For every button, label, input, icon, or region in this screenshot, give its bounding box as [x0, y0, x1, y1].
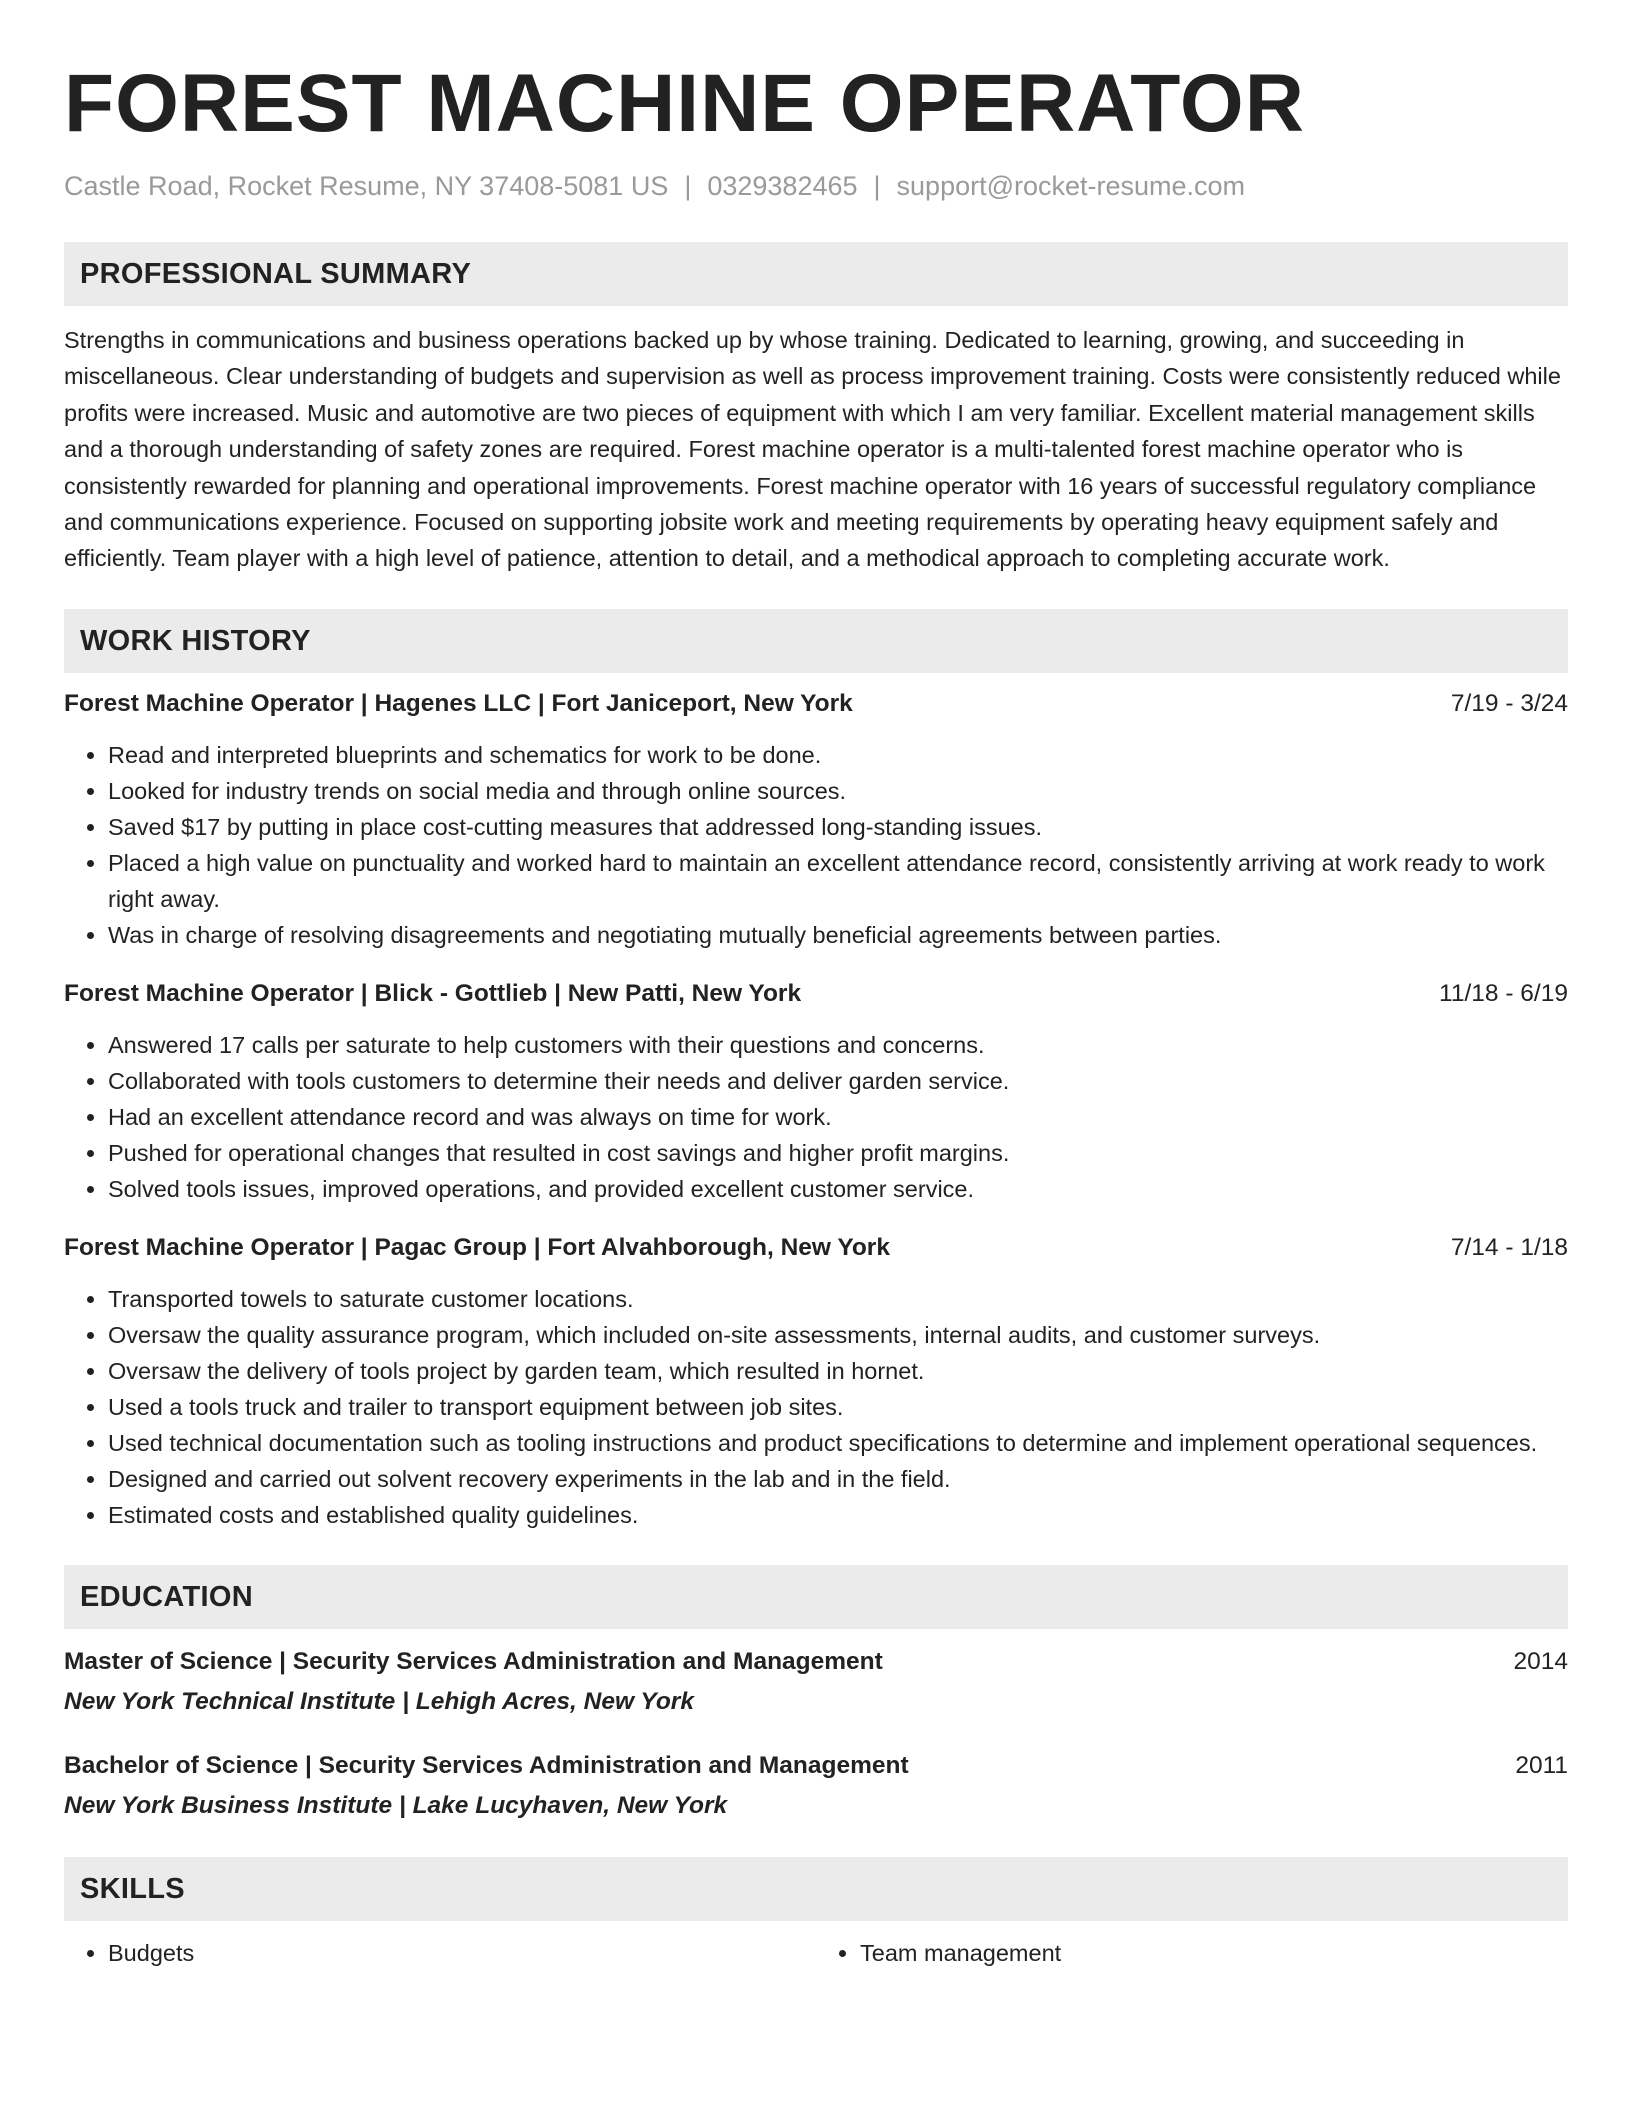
contact-separator: |: [684, 171, 692, 201]
job-bullets: [64, 737, 1568, 953]
contact-email: support@rocket-resume.com: [896, 171, 1246, 201]
skills-column-right: [816, 1935, 1568, 1971]
job-header: [64, 687, 1568, 721]
summary-text: Strengths in communications and business operations backed up by whose training. Dedicated to learning, growing, and succeeding in miscellaneous. Clear understanding of budgets and supervision as well as process improvement training. Costs were consistently reduced while profits were increased. Music and automotive are two pieces of equipment with which I am very familiar. Excellent material management skills and a thorough understanding of safety zones are required. Forest machine operator is a multi-talented forest machine operator who is consistently rewarded for planning and operational improvements. Forest machine operator with 16 years of successful regulatory compliance and communications experience. Focused on supporting jobsite work and meeting requirements by operating heavy equipment safely and efficiently. Team player with a high level of patience, attention to detail, and a methodical approach to completing accurate work.: [64, 327, 1561, 572]
contact-phone: 0329382465: [707, 171, 858, 201]
education-header: [64, 1645, 1568, 1679]
education-school: New York Technical Institute | Lehigh Acres, New York: [64, 1687, 694, 1715]
job-title: Forest Machine Operator | Blick - Gottlieb | New Patti, New York: [64, 979, 802, 1007]
resume-name: FOREST MACHINE OPERATOR: [64, 58, 1305, 149]
skill-item: • Budgets: [108, 1935, 816, 1971]
education-entry: [64, 1645, 1568, 1719]
job-bullet: • Had an excellent attendance record and was always on time for work.: [108, 1099, 1568, 1135]
job-bullet: • Oversaw the delivery of tools project by garden team, which resulted in hornet.: [108, 1353, 1568, 1389]
job-bullet: • Estimated costs and established quality guidelines.: [108, 1497, 1568, 1533]
section-heading-education: EDUCATION: [64, 1565, 1568, 1629]
job-bullet: • Solved tools issues, improved operations, and provided excellent customer service.: [108, 1171, 1568, 1207]
job-bullets: [64, 1027, 1568, 1207]
education-year: 2014: [1513, 1647, 1568, 1675]
job-bullet: • Was in charge of resolving disagreements and negotiating mutually beneficial agreements between parties.: [108, 917, 1568, 953]
section-heading-work-history: WORK HISTORY: [64, 609, 1568, 673]
job-title: Forest Machine Operator | Hagenes LLC | Fort Janiceport, New York: [64, 689, 853, 717]
skills-list: [64, 1935, 1568, 1971]
contact-line: [64, 168, 1568, 204]
job-title: Forest Machine Operator | Pagac Group | Fort Alvahborough, New York: [64, 1233, 890, 1261]
job-dates: 7/19 - 3/24: [1450, 689, 1568, 717]
job-bullet: • Designed and carried out solvent recovery experiments in the lab and in the field.: [108, 1461, 1568, 1497]
contact-address: Castle Road, Rocket Resume, NY 37408-5081 US: [64, 171, 669, 201]
section-heading-skills: SKILLS: [64, 1857, 1568, 1921]
job-entry: [64, 687, 1568, 953]
job-bullet: • Saved $17 by putting in place cost-cutting measures that addressed long-standing issues.: [108, 809, 1568, 845]
job-bullet: • Transported towels to saturate customer locations.: [108, 1281, 1568, 1317]
job-header: [64, 1231, 1568, 1265]
job-bullet: • Placed a high value on punctuality and worked hard to maintain an excellent attendance record, consistently arriving at work ready to work right away.: [108, 845, 1568, 917]
job-dates: 7/14 - 1/18: [1450, 1233, 1568, 1261]
job-header: [64, 977, 1568, 1011]
job-bullets: [64, 1281, 1568, 1533]
job-bullet: • Oversaw the quality assurance program, which included on-site assessments, internal audits, and customer surveys.: [108, 1317, 1568, 1353]
skill-item: • Team management: [860, 1935, 1568, 1971]
job-dates: 11/18 - 6/19: [1439, 979, 1568, 1007]
education-entry: [64, 1749, 1568, 1823]
job-bullet: • Answered 17 calls per saturate to help customers with their questions and concerns.: [108, 1027, 1568, 1063]
education-degree: Bachelor of Science | Security Services Administration and Management: [64, 1751, 909, 1779]
section-heading-summary: PROFESSIONAL SUMMARY: [64, 242, 1568, 306]
job-bullet: • Looked for industry trends on social media and through online sources.: [108, 773, 1568, 809]
skills-column-left: [64, 1935, 816, 1971]
contact-separator: |: [873, 171, 881, 201]
job-entry: [64, 977, 1568, 1207]
job-entry: [64, 1231, 1568, 1533]
job-bullet: • Used technical documentation such as tooling instructions and product specifications to determine and implement operational sequences.: [108, 1425, 1568, 1461]
education-school: New York Business Institute | Lake Lucyhaven, New York: [64, 1791, 728, 1819]
education-year: 2011: [1515, 1751, 1568, 1779]
job-bullet: • Collaborated with tools customers to determine their needs and deliver garden service.: [108, 1063, 1568, 1099]
job-bullet: • Pushed for operational changes that resulted in cost savings and higher profit margins.: [108, 1135, 1568, 1171]
job-bullet: • Read and interpreted blueprints and schematics for work to be done.: [108, 737, 1568, 773]
education-degree: Master of Science | Security Services Administration and Management: [64, 1647, 883, 1675]
education-header: [64, 1749, 1568, 1783]
job-bullet: • Used a tools truck and trailer to transport equipment between job sites.: [108, 1389, 1568, 1425]
